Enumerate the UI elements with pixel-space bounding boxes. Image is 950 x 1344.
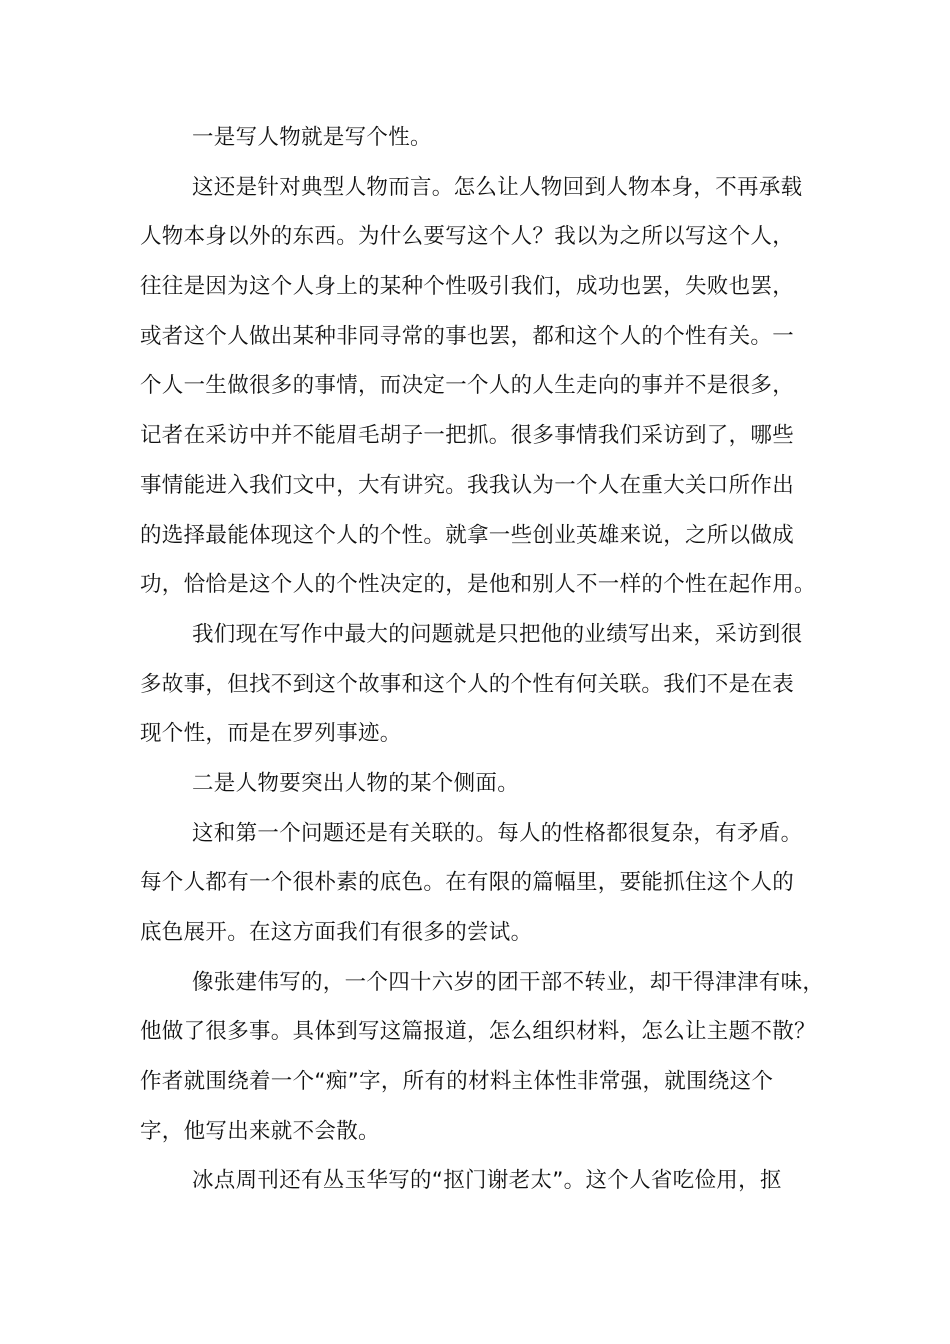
paragraph-first-line: 像张建伟写的，一个四十六岁的团干部不转业，却干得津津有味， — [192, 969, 825, 995]
paragraph-line: 他做了很多事。具体到写这篇报道，怎么组织材料，怎么让主题不散？ — [140, 1019, 816, 1045]
paragraph-line: 底色展开。在这方面我们有很多的尝试。 — [140, 920, 533, 945]
paragraph-line: 的选择最能体现这个人的个性。就拿一些创业英雄来说，之所以做成 — [140, 522, 795, 548]
paragraph-line: 往往是因为这个人身上的某种个性吸引我们，成功也罢，失败也罢， — [140, 274, 795, 300]
paragraph-first-line: 二是人物要突出人物的某个侧面。 — [192, 770, 520, 796]
paragraph-first-line: 我们现在写作中最大的问题就是只把他的业绩写出来，采访到很 — [192, 621, 803, 647]
paragraph-line: 个人一生做很多的事情，而决定一个人的人生走向的事并不是很多， — [140, 373, 795, 399]
paragraph-line: 事情能进入我们文中，大有讲究。我我认为一个人在重大关口所作出 — [140, 472, 795, 498]
paragraph-first-line: 一是写人物就是写个性。 — [192, 125, 432, 150]
paragraph-line: 每个人都有一个很朴素的底色。在有限的篇幅里，要能抓住这个人的 — [140, 870, 795, 896]
document-body — [140, 113, 825, 1206]
paragraph-line: 多故事，但找不到这个故事和这个人的个性有何关联。我们不是在表 — [140, 671, 795, 697]
paragraph-first-line: 这和第一个问题还是有关联的。每人的性格都很复杂，有矛盾。 — [192, 820, 803, 846]
paragraph-line: 字，他写出来就不会散。 — [140, 1118, 380, 1144]
paragraph-line: 作者就围绕着一个“痴”字，所有的材料主体性非常强，就围绕这个 — [140, 1069, 774, 1095]
paragraph-line: 或者这个人做出某种非同寻常的事也罢，都和这个人的个性有关。一 — [140, 323, 795, 349]
paragraph-first-line: 这还是针对典型人物而言。怎么让人物回到人物本身，不再承载 — [192, 174, 803, 200]
paragraph-line: 人物本身以外的东西。为什么要写这个人？我以为之所以写这个人， — [140, 224, 795, 250]
paragraph-first-line: 冰点周刊还有丛玉华写的“抠门谢老太”。这个人省吃俭用，抠 — [192, 1168, 782, 1194]
paragraph-line: 记者在采访中并不能眉毛胡子一把抓。很多事情我们采访到了，哪些 — [140, 423, 795, 449]
paragraph-line: 现个性，而是在罗列事迹。 — [140, 721, 402, 747]
paragraph-line: 功，恰恰是这个人的个性决定的，是他和别人不一样的个性在起作用。 — [140, 572, 816, 598]
